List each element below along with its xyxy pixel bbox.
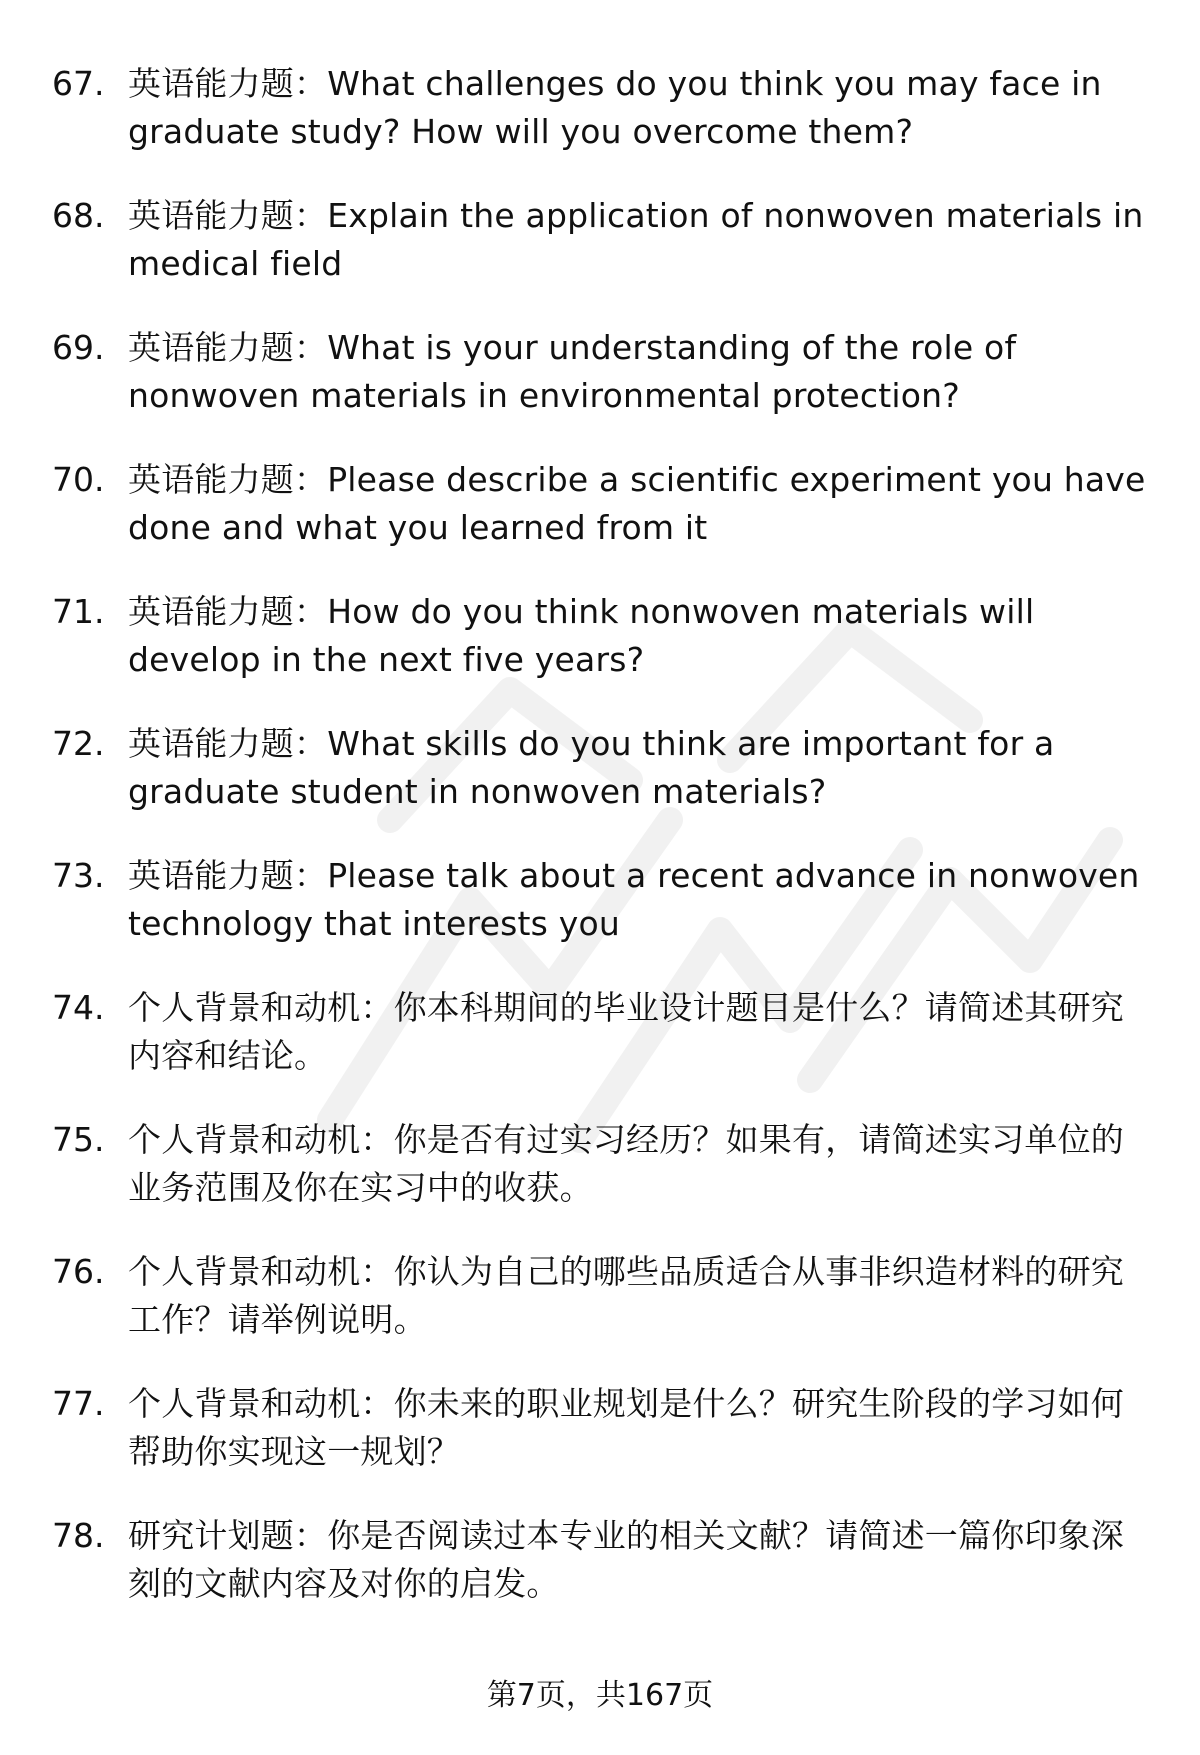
question-text: 个人背景和动机：你未来的职业规划是什么？研究生阶段的学习如何帮助你实现这一规划？ [128, 1384, 1124, 1471]
question-item [52, 852, 1152, 984]
question-number: 67. [52, 64, 105, 103]
question-number: 71. [52, 592, 105, 631]
question-number: 75. [52, 1120, 105, 1159]
question-item [52, 984, 1152, 1116]
question-number: 78. [52, 1516, 105, 1555]
question-item [52, 720, 1152, 852]
page-footer: 第7页，共167页 [486, 1678, 714, 1713]
question-text: 英语能力题：How do you think nonwoven materials will develop in the next five years? [128, 592, 1035, 679]
question-item [52, 1380, 1152, 1512]
question-text: 英语能力题：Please talk about a recent advance in nonwoven technology that interests you [128, 856, 1140, 943]
question-list [52, 60, 1152, 1644]
question-item [52, 1512, 1152, 1644]
question-text: 英语能力题：What is your understanding of the role of nonwoven materials in environmental protection? [128, 328, 1017, 415]
question-number: 74. [52, 988, 105, 1027]
question-text: 英语能力题：What challenges do you think you may face in graduate study? How will you overcome them? [128, 64, 1102, 151]
question-number: 73. [52, 856, 105, 895]
question-text: 个人背景和动机：你本科期间的毕业设计题目是什么？请简述其研究内容和结论。 [128, 988, 1124, 1075]
question-item [52, 588, 1152, 720]
question-text: 研究计划题：你是否阅读过本专业的相关文献？请简述一篇你印象深刻的文献内容及对你的启发。 [128, 1516, 1124, 1603]
question-item [52, 456, 1152, 588]
question-number: 72. [52, 724, 105, 763]
question-text: 英语能力题：Please describe a scientific experiment you have done and what you learned from it [128, 460, 1146, 547]
question-text: 英语能力题：Explain the application of nonwoven materials in medical field [128, 196, 1144, 283]
question-number: 68. [52, 196, 105, 235]
question-text: 英语能力题：What skills do you think are important for a graduate student in nonwoven materials? [128, 724, 1055, 811]
question-item [52, 60, 1152, 192]
question-item [52, 192, 1152, 324]
question-number: 69. [52, 328, 105, 367]
question-item [52, 1116, 1152, 1248]
question-text: 个人背景和动机：你认为自己的哪些品质适合从事非织造材料的研究工作？请举例说明。 [128, 1252, 1124, 1339]
question-number: 70. [52, 460, 105, 499]
question-text: 个人背景和动机：你是否有过实习经历？如果有，请简述实习单位的业务范围及你在实习中的收获。 [128, 1120, 1124, 1207]
question-item [52, 1248, 1152, 1380]
question-number: 76. [52, 1252, 105, 1291]
question-number: 77. [52, 1384, 105, 1423]
question-item [52, 324, 1152, 456]
